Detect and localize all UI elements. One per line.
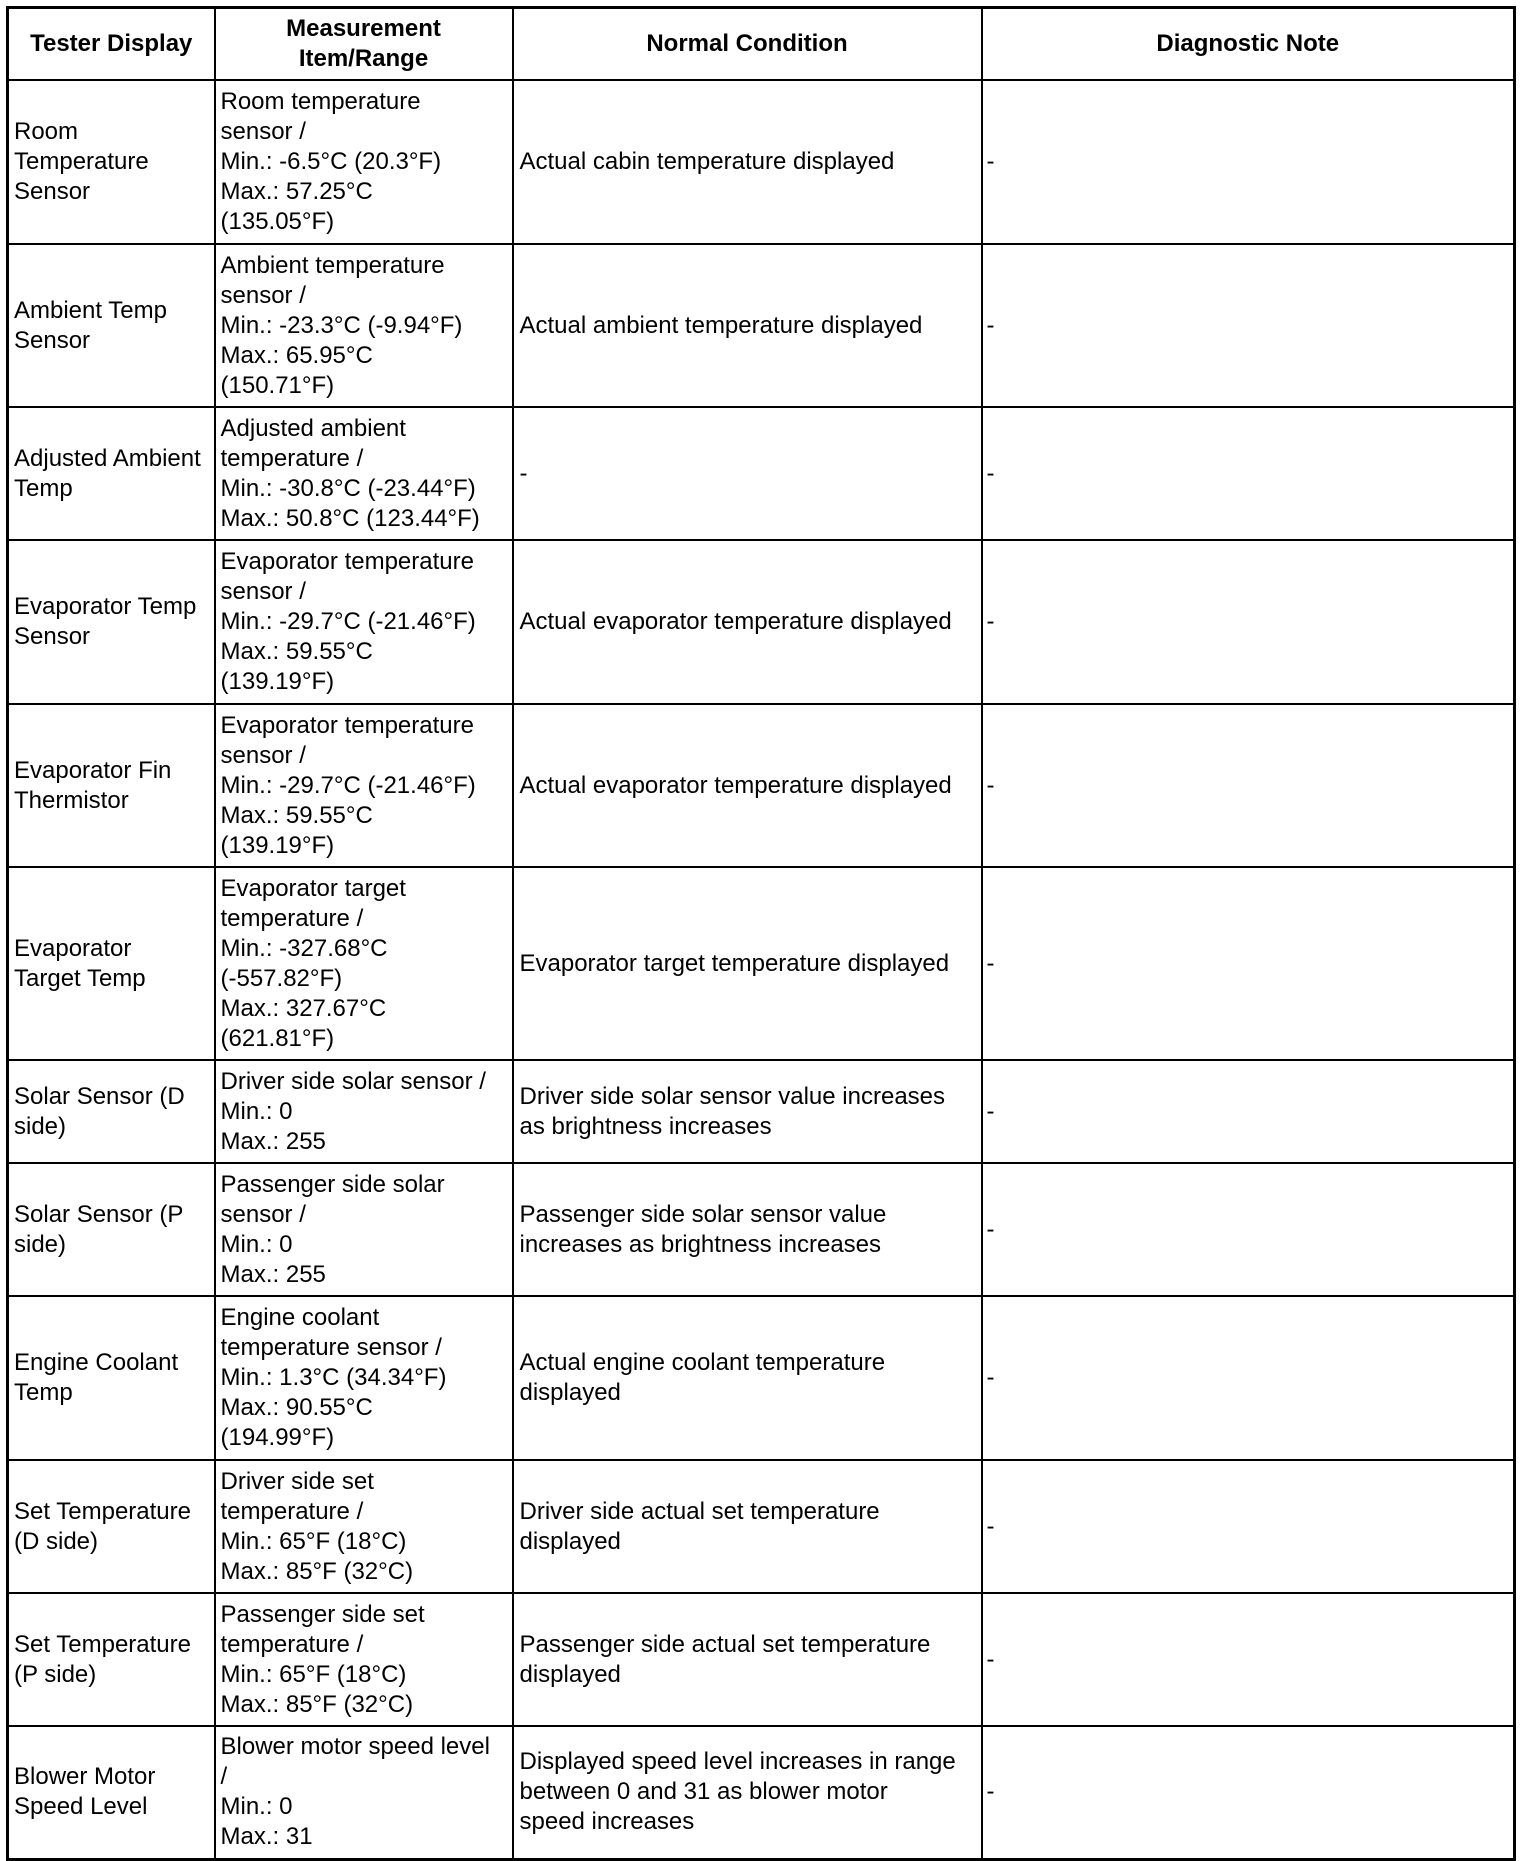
cell-measurement-range-line: Min.: -30.8°C (-23.44°F) (220, 474, 476, 502)
cell-normal-condition (513, 1460, 982, 1593)
cell-diagnostic-note: - (982, 1726, 1515, 1859)
cell-measurement-range-line: Max.: 31 (220, 1823, 313, 1851)
cell-measurement-range-line: Driver side solar sensor / (220, 1067, 486, 1095)
cell-tester-display (8, 1296, 215, 1460)
header-measurement-line-1: Measurement (286, 15, 441, 42)
cell-tester-display-line: Ambient Temp (14, 296, 167, 324)
cell-measurement-range-line: temperature / (220, 904, 364, 932)
table-row (8, 244, 1515, 407)
cell-tester-display-line: Temp (14, 474, 73, 502)
cell-tester-display-line: Target Temp (14, 964, 146, 992)
cell-normal-condition-line: Actual cabin temperature displayed (519, 148, 895, 175)
cell-normal-condition (513, 1163, 982, 1296)
cell-measurement-range-line: Max.: 85°F (32°C) (220, 1557, 414, 1585)
cell-normal-condition-line: speed increases (519, 1808, 695, 1836)
cell-measurement-range (215, 1060, 513, 1163)
cell-tester-display (8, 407, 215, 540)
cell-normal-condition-line: displayed (519, 1660, 621, 1688)
cell-measurement-range-line: Ambient temperature (220, 251, 445, 279)
cell-measurement-range-line: (139.19°F) (220, 831, 335, 859)
cell-normal-condition-line: Actual engine coolant temperature (519, 1349, 886, 1376)
cell-diagnostic-note: - (982, 1460, 1515, 1593)
cell-measurement-range-line: (621.81°F) (220, 1024, 335, 1052)
cell-tester-display (8, 1593, 215, 1726)
cell-normal-condition-line: Displayed speed level increases in range (519, 1748, 956, 1776)
cell-measurement-range-line: Min.: -23.3°C (-9.94°F) (220, 311, 463, 339)
cell-measurement-range-line: / (220, 1763, 228, 1791)
cell-normal-condition (513, 1593, 982, 1726)
cell-measurement-range-line: Min.: -6.5°C (20.3°F) (220, 148, 442, 175)
table-row (8, 1460, 1515, 1593)
cell-measurement-range-line: Min.: 0 (220, 1793, 293, 1821)
cell-normal-condition (513, 1296, 982, 1460)
cell-normal-condition-line: Actual evaporator temperature displayed (519, 608, 952, 635)
cell-measurement-range-line: Evaporator temperature (220, 711, 474, 739)
cell-tester-display-line: Evaporator Temp (14, 593, 197, 620)
cell-measurement-range (215, 1460, 513, 1593)
cell-measurement-range-line: (135.05°F) (220, 208, 335, 235)
table-row (8, 80, 1515, 244)
cell-tester-display-line: Evaporator (14, 934, 132, 962)
cell-measurement-range-line: temperature / (220, 1630, 364, 1658)
cell-measurement-range (215, 1726, 513, 1859)
cell-measurement-range-line: sensor / (220, 281, 306, 309)
table-row (8, 867, 1515, 1060)
cell-normal-condition-line: displayed (519, 1527, 621, 1555)
cell-tester-display-line: Sensor (14, 623, 91, 650)
cell-tester-display-line: Solar Sensor (D (14, 1082, 185, 1110)
cell-tester-display-line: Room (14, 118, 79, 145)
cell-measurement-range-line: Evaporator temperature (220, 548, 474, 575)
cell-measurement-range-line: Min.: -327.68°C (220, 934, 388, 962)
cell-measurement-range-line: Engine coolant (220, 1304, 380, 1331)
cell-measurement-range-line: Min.: -29.7°C (-21.46°F) (220, 771, 476, 799)
cell-normal-condition (513, 704, 982, 867)
table-row (8, 1726, 1515, 1859)
cell-measurement-range-line: Passenger side solar (220, 1170, 445, 1198)
cell-measurement-range-line: Min.: -29.7°C (-21.46°F) (220, 608, 476, 635)
cell-measurement-range-line: Max.: 85°F (32°C) (220, 1690, 414, 1718)
cell-normal-condition-line: as brightness increases (519, 1112, 772, 1140)
cell-measurement-range-line: Max.: 255 (220, 1127, 326, 1155)
cell-normal-condition (513, 407, 982, 540)
cell-normal-condition (513, 867, 982, 1060)
cell-measurement-range-line: temperature / (220, 1497, 364, 1525)
cell-measurement-range-line: (139.19°F) (220, 668, 335, 695)
cell-tester-display (8, 80, 215, 244)
cell-measurement-range-line: Max.: 90.55°C (220, 1394, 373, 1421)
cell-measurement-range-line: sensor / (220, 1200, 306, 1228)
header-measurement-line-2: Item/Range (298, 45, 429, 72)
diagnostic-data-table (6, 6, 1516, 1861)
cell-measurement-range (215, 704, 513, 867)
cell-tester-display (8, 1726, 215, 1859)
cell-measurement-range-line: Evaporator target (220, 874, 406, 902)
cell-measurement-range-line: Blower motor speed level (220, 1733, 490, 1761)
cell-measurement-range-line: Min.: 0 (220, 1230, 293, 1258)
cell-tester-display-line: Blower Motor (14, 1763, 156, 1791)
cell-normal-condition-line: Evaporator target temperature displayed (519, 949, 950, 977)
cell-measurement-range-line: Driver side set (220, 1467, 374, 1495)
cell-measurement-range-line: Max.: 65.95°C (220, 341, 373, 369)
cell-tester-display-line: Evaporator Fin (14, 756, 172, 784)
cell-measurement-range-line: temperature / (220, 444, 364, 472)
cell-diagnostic-note: - (982, 80, 1515, 244)
cell-normal-condition-line: - (519, 459, 528, 487)
table-row (8, 1296, 1515, 1460)
cell-tester-display (8, 1163, 215, 1296)
cell-tester-display-line: Speed Level (14, 1793, 148, 1821)
table-row (8, 1060, 1515, 1163)
cell-measurement-range-line: Min.: 65°F (18°C) (220, 1660, 407, 1688)
cell-tester-display-line: Thermistor (14, 786, 129, 814)
cell-diagnostic-note: - (982, 244, 1515, 407)
cell-normal-condition-line: Actual ambient temperature displayed (519, 311, 923, 339)
cell-measurement-range-line: Room temperature (220, 88, 421, 115)
cell-measurement-range-line: (194.99°F) (220, 1424, 335, 1451)
cell-measurement-range-line: Adjusted ambient (220, 414, 406, 442)
cell-diagnostic-note: - (982, 704, 1515, 867)
table-header-row (8, 8, 1515, 81)
cell-measurement-range-line: Max.: 50.8°C (123.44°F) (220, 504, 480, 532)
cell-measurement-range (215, 1163, 513, 1296)
cell-measurement-range-line: Min.: 0 (220, 1097, 293, 1125)
cell-measurement-range-line: (-557.82°F) (220, 964, 343, 992)
cell-measurement-range-line: sensor / (220, 578, 306, 605)
cell-tester-display-line: Set Temperature (14, 1497, 191, 1525)
cell-normal-condition (513, 1726, 982, 1859)
cell-tester-display-line: side) (14, 1112, 67, 1140)
cell-measurement-range-line: Min.: 1.3°C (34.34°F) (220, 1364, 447, 1391)
header-normal-condition: Normal Condition (513, 8, 982, 81)
cell-normal-condition (513, 540, 982, 704)
cell-normal-condition (513, 80, 982, 244)
cell-measurement-range-line: (150.71°F) (220, 371, 335, 399)
cell-measurement-range (215, 1296, 513, 1460)
header-tester-display: Tester Display (8, 8, 215, 81)
cell-normal-condition (513, 244, 982, 407)
table-row (8, 1593, 1515, 1726)
cell-tester-display (8, 540, 215, 704)
cell-normal-condition-line: Driver side solar sensor value increases (519, 1082, 946, 1110)
cell-tester-display (8, 1060, 215, 1163)
cell-tester-display-line: Sensor (14, 326, 91, 354)
cell-tester-display (8, 867, 215, 1060)
cell-measurement-range-line: temperature sensor / (220, 1334, 442, 1361)
cell-normal-condition (513, 1060, 982, 1163)
cell-tester-display-line: side) (14, 1230, 67, 1258)
cell-normal-condition-line: Driver side actual set temperature (519, 1497, 880, 1525)
header-measurement-range (215, 8, 513, 81)
cell-tester-display (8, 704, 215, 867)
cell-measurement-range (215, 80, 513, 244)
cell-diagnostic-note: - (982, 1060, 1515, 1163)
cell-normal-condition-line: Passenger side actual set temperature (519, 1630, 931, 1658)
cell-tester-display-line: Temperature (14, 148, 149, 175)
cell-diagnostic-note: - (982, 1296, 1515, 1460)
cell-measurement-range (215, 540, 513, 704)
cell-tester-display-line: Sensor (14, 178, 91, 205)
cell-measurement-range (215, 867, 513, 1060)
cell-diagnostic-note: - (982, 540, 1515, 704)
cell-tester-display (8, 1460, 215, 1593)
table-row (8, 540, 1515, 704)
cell-normal-condition-line: Actual evaporator temperature displayed (519, 771, 952, 799)
cell-measurement-range-line: Max.: 59.55°C (220, 801, 373, 829)
cell-measurement-range-line: Passenger side set (220, 1600, 425, 1628)
cell-normal-condition-line: displayed (519, 1379, 621, 1406)
table-row (8, 1163, 1515, 1296)
cell-measurement-range-line: sensor / (220, 741, 306, 769)
cell-normal-condition-line: between 0 and 31 as blower motor (519, 1778, 888, 1806)
cell-measurement-range (215, 244, 513, 407)
cell-diagnostic-note: - (982, 867, 1515, 1060)
cell-measurement-range-line: Max.: 59.55°C (220, 638, 373, 665)
cell-measurement-range-line: sensor / (220, 118, 306, 145)
cell-measurement-range-line: Max.: 255 (220, 1260, 326, 1288)
cell-normal-condition-line: Passenger side solar sensor value (519, 1200, 887, 1228)
cell-tester-display-line: Engine Coolant (14, 1349, 179, 1376)
cell-normal-condition-line: increases as brightness increases (519, 1230, 882, 1258)
cell-diagnostic-note: - (982, 407, 1515, 540)
cell-tester-display-line: (D side) (14, 1527, 99, 1555)
cell-diagnostic-note: - (982, 1163, 1515, 1296)
cell-measurement-range (215, 1593, 513, 1726)
header-diagnostic-note: Diagnostic Note (982, 8, 1515, 81)
cell-measurement-range (215, 407, 513, 540)
cell-tester-display-line: Solar Sensor (P (14, 1200, 184, 1228)
table-row (8, 704, 1515, 867)
table-body (8, 80, 1515, 1859)
table-row (8, 407, 1515, 540)
cell-measurement-range-line: Max.: 57.25°C (220, 178, 373, 205)
cell-measurement-range-line: Max.: 327.67°C (220, 994, 387, 1022)
cell-tester-display-line: Adjusted Ambient (14, 444, 201, 472)
cell-diagnostic-note: - (982, 1593, 1515, 1726)
cell-tester-display-line: Set Temperature (14, 1630, 191, 1658)
cell-tester-display (8, 244, 215, 407)
cell-measurement-range-line: Min.: 65°F (18°C) (220, 1527, 407, 1555)
cell-tester-display-line: Temp (14, 1379, 73, 1406)
cell-tester-display-line: (P side) (14, 1660, 97, 1688)
